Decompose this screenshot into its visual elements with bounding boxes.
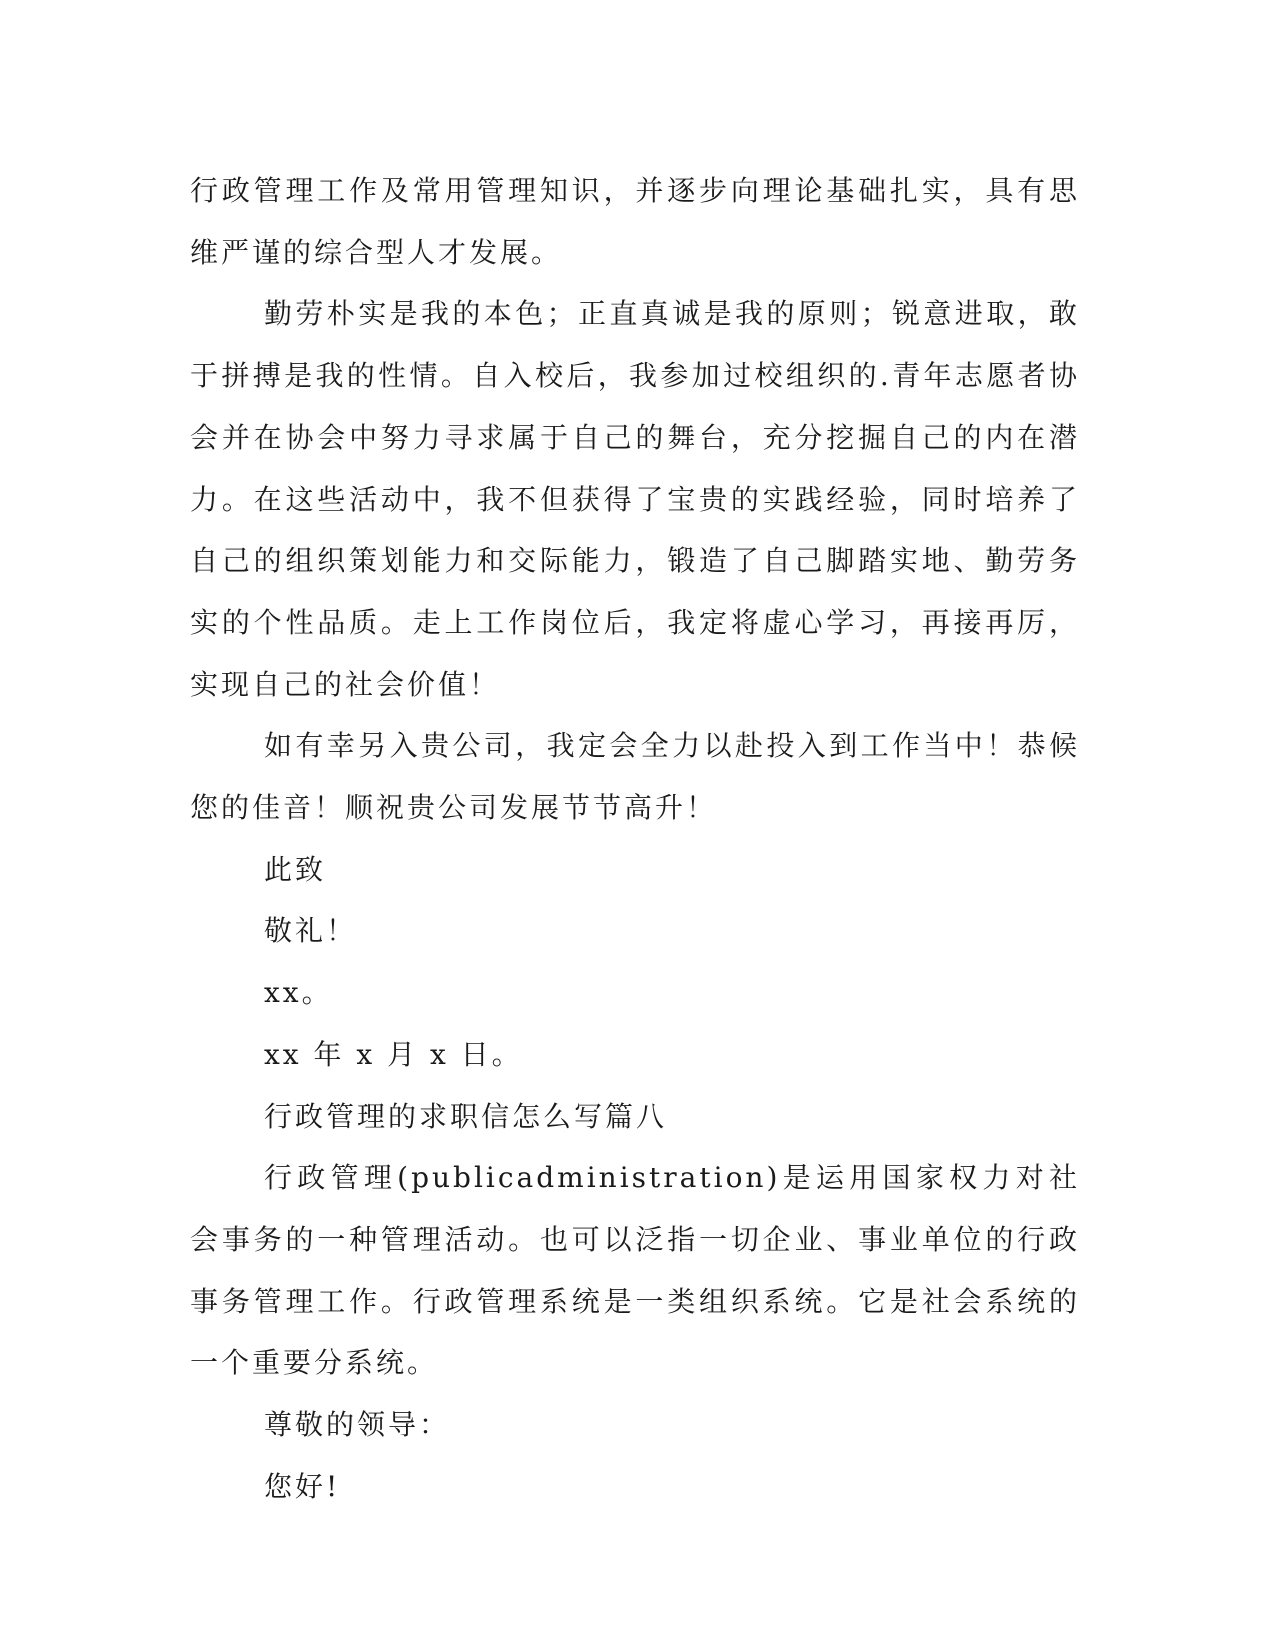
paragraph-closing-wish: 如有幸另入贵公司，我定会全力以赴投入到工作当中！恭候您的佳音！顺祝贵公司发展节节高升！ [190, 729, 1080, 825]
greeting-respected-leader: 尊敬的领导： [264, 1408, 451, 1442]
greeting-hello: 您好! [264, 1469, 341, 1503]
section-heading: 行政管理的求职信怎么写篇八 [264, 1099, 668, 1133]
salutation-cizhi: 此致 [264, 852, 327, 886]
paragraph-continuation: 行政管理工作及常用管理知识，并逐步向理论基础扎实，具有思维严谨的综合型人才发展。 [190, 174, 1080, 269]
signature-date: xx 年 x 月 x 日。 [264, 1037, 523, 1071]
paragraph-definition: 行政管理(publicadministration)是运用国家权力对社会事务的一种管理活动。也可以泛指一切企业、事业单位的行政事务管理工作。行政管理系统是一类组织系统。它是社会系统的一个重要分系统。 [190, 1161, 1080, 1380]
salutation-jingli: 敬礼！ [264, 914, 358, 948]
paragraph-personality: 勤劳朴实是我的本色；正直真诚是我的原则；锐意进取，敢于拼搏是我的性情。自入校后，我参加过校组织的.青年志愿者协会并在协会中努力寻求属于自己的舞台，充分挖掘自己的内在潜力。在这些活动中，我不但获得了宝贵的实践经验，同时培养了自己的组织策划能力和交际能力，锻造了自己脚踏实地、勤劳务实的个性品质。走上工作岗位后，我定将虚心学习，再接再厉，实现自己的社会价值！ [190, 297, 1080, 701]
document-body [190, 160, 1080, 1517]
signature-name: xx。 [264, 976, 333, 1010]
